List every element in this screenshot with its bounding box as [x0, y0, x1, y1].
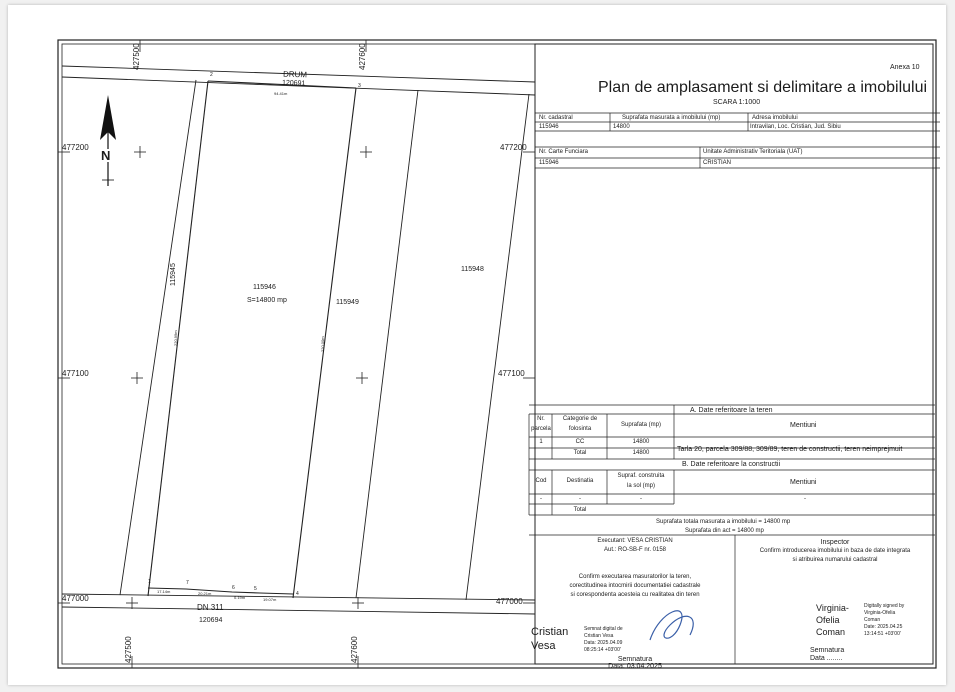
north-arrow-icon	[100, 95, 116, 186]
cf-value: 115946	[539, 160, 559, 166]
cadastral-value: 115946	[539, 124, 559, 130]
distance-bottom-1: 17.14m	[157, 589, 171, 594]
point-label-3: 3	[358, 83, 361, 89]
executant-confirm-1: Confirm executarea masuratorilor la teren,	[578, 574, 692, 580]
executant-sign-label: Semnatura	[617, 656, 653, 663]
col-cod-header: Cod	[535, 478, 547, 484]
col-cadastral-header: Nr. cadastral	[539, 115, 573, 121]
distance-bottom-2: 20.21m	[198, 591, 212, 596]
coord-y-477100-left: 477100	[62, 369, 89, 378]
distance-right: 220.00m	[320, 336, 325, 352]
point-label-7: 7	[186, 580, 189, 586]
coord-top-mid: 427600	[358, 43, 367, 70]
parcel-main-number: 115946	[253, 284, 276, 291]
point-label-5: 5	[254, 586, 257, 592]
uat-value: CRISTIAN	[703, 160, 732, 166]
coord-bottom-mid: 427600	[350, 636, 359, 663]
inspector-sig-line-1: Digitally signed by	[864, 603, 905, 609]
area-b-dash: -	[640, 496, 642, 502]
col-area-header: Suprafata masurata a imobilului (mp)	[622, 115, 721, 121]
col-address-header: Adresa imobilului	[752, 115, 798, 121]
parcel-boundary-e	[466, 94, 529, 600]
north-label: N	[101, 148, 111, 163]
inspector-sig-line-3: Coman	[864, 617, 881, 623]
scale-label: SCARA 1:1000	[713, 99, 761, 106]
inspector-title: Inspector	[820, 539, 850, 546]
dest-dash: -	[579, 496, 581, 502]
inspector-text-2: si atribuirea numarului cadastral	[792, 557, 878, 563]
col-mentions-b-header: Mentiuni	[790, 479, 817, 486]
inspector-date: Data ........	[810, 655, 843, 662]
header-table-lines	[535, 113, 940, 168]
executant-date: Data: 03.04.2025	[608, 663, 662, 670]
executant-signature-scribble	[650, 611, 693, 640]
parcel-mid-number: 115949	[336, 299, 359, 306]
total-a-area: 14800	[632, 450, 650, 456]
road-bottom-line-2	[62, 607, 535, 614]
inspector-name-3: Coman	[816, 627, 846, 637]
col-uat-header: Unitate Administrativ Teritoriala (UAT)	[703, 149, 803, 155]
coord-y-477100-right: 477100	[498, 369, 525, 378]
executant-sig-line-4: 08:25:14 +03'00'	[584, 647, 621, 653]
document-title: Plan de amplasament si delimitare a imobilului	[598, 79, 928, 96]
executant-auth-line: Aut.: RO-SB-F nr. 0158	[603, 547, 667, 553]
col-nr-header-2: parcela	[531, 426, 551, 432]
section-a-heading: A. Date referitoare la teren	[690, 407, 773, 414]
coord-y-477000-right: 477000	[496, 597, 523, 606]
parcel-area-value: 14800	[632, 439, 650, 445]
point-label-2: 2	[210, 72, 213, 78]
category-value: CC	[575, 439, 585, 445]
map-frame	[62, 44, 535, 664]
distance-bottom-3: 0.19m	[234, 595, 246, 600]
mentions-b-dash: -	[804, 496, 806, 502]
inspector-sig-line-2: Virginia-Ofelia	[864, 610, 896, 616]
road-bottom-number: 120694	[199, 617, 223, 624]
cod-dash: -	[540, 496, 542, 502]
coord-top-left: 427500	[132, 43, 141, 70]
executant-confirm-3: si corespondenta acesteia cu realitatea din teren	[570, 592, 700, 598]
total-act-area: Suprafata din act = 14800 mp	[685, 528, 764, 534]
inspector-name-2: Ofelia	[816, 615, 840, 625]
executant-name-line: Executant: VESA CRISTIAN	[597, 538, 673, 544]
col-cat-header-2: folosinta	[568, 426, 592, 432]
point-label-6: 6	[232, 585, 235, 591]
inspector-text-1: Confirm introducerea imobilului in baza de date integrata	[759, 548, 911, 554]
inspector-sign-label: Semnatura	[810, 647, 845, 654]
parcel-boundary-b	[148, 81, 208, 596]
total-b-label: Total	[573, 507, 587, 513]
executant-confirm-2: corectitudinea intocmirii documentatiei cadastrale	[569, 583, 701, 589]
executant-first-name: Cristian	[531, 626, 569, 638]
col-cf-header: Nr. Carte Funciara	[539, 149, 589, 155]
col-area-b-header-2: la sol (mp)	[626, 483, 655, 489]
area-value: 14800	[613, 124, 630, 130]
parcel-nr-value: 1	[539, 439, 543, 445]
grid-crosses	[126, 146, 372, 609]
coord-y-477000-left: 477000	[62, 594, 89, 603]
address-value: Intravilan, Loc. Cristian, Jud. Sibiu	[750, 124, 841, 130]
executant-last-name: Vesa	[531, 640, 556, 652]
parcel-mentions-value: Tarla 20, parcela 309/88, 309/89, teren de constructii, teren neimprejmuit	[677, 446, 903, 453]
inspector-sig-line-5: 13:14:51 +03'00'	[864, 631, 901, 637]
distance-top: 94.41m	[274, 91, 288, 96]
executant-sig-line-2: Cristian Vesa	[584, 633, 614, 639]
road-top-number: 120691	[281, 79, 306, 88]
total-a-label: Total	[573, 450, 587, 456]
col-nr-header-1: Nr.	[537, 416, 545, 422]
point-label-1: 1	[148, 579, 151, 585]
distance-bottom-4: 19.07m	[263, 597, 277, 602]
executant-sig-line-1: Semnat digital de	[584, 626, 623, 632]
executant-sig-line-3: Data: 2025.04.09	[584, 640, 623, 646]
col-area-b-header-1: Supraf. construita	[617, 473, 665, 479]
col-cat-header-1: Categorie de	[562, 416, 598, 422]
parcel-left-number: 115945	[170, 263, 177, 286]
parcel-boundary-d	[356, 90, 418, 598]
distance-left: 220.99m	[173, 330, 178, 346]
col-dest-header: Destinatia	[566, 478, 594, 484]
col-area-a-header: Suprafata (mp)	[620, 422, 662, 428]
road-top-name: DRUM	[282, 69, 308, 80]
section-b-heading: B. Date referitoare la constructii	[682, 461, 781, 468]
col-mentions-a-header: Mentiuni	[790, 422, 817, 429]
point-label-4: 4	[296, 591, 299, 597]
total-measured-area: Suprafata totala masurata a imobilului = 14800 mp	[656, 519, 791, 525]
coord-y-477200-left: 477200	[62, 143, 89, 152]
coord-bottom-left: 427500	[124, 636, 133, 663]
annex-label: Anexa 10	[890, 64, 920, 71]
parcel-right-number: 115948	[461, 266, 484, 273]
parcel-boundary-a	[120, 80, 196, 595]
inspector-name-1: Virginia-	[816, 603, 849, 613]
inspector-sig-line-4: Date: 2025.04.25	[864, 624, 903, 630]
road-bottom-name: DN 311	[197, 603, 224, 612]
info-panel-frame	[535, 44, 933, 664]
coord-y-477200-right: 477200	[500, 143, 527, 152]
parcel-main-area: S=14800 mp	[247, 297, 287, 304]
